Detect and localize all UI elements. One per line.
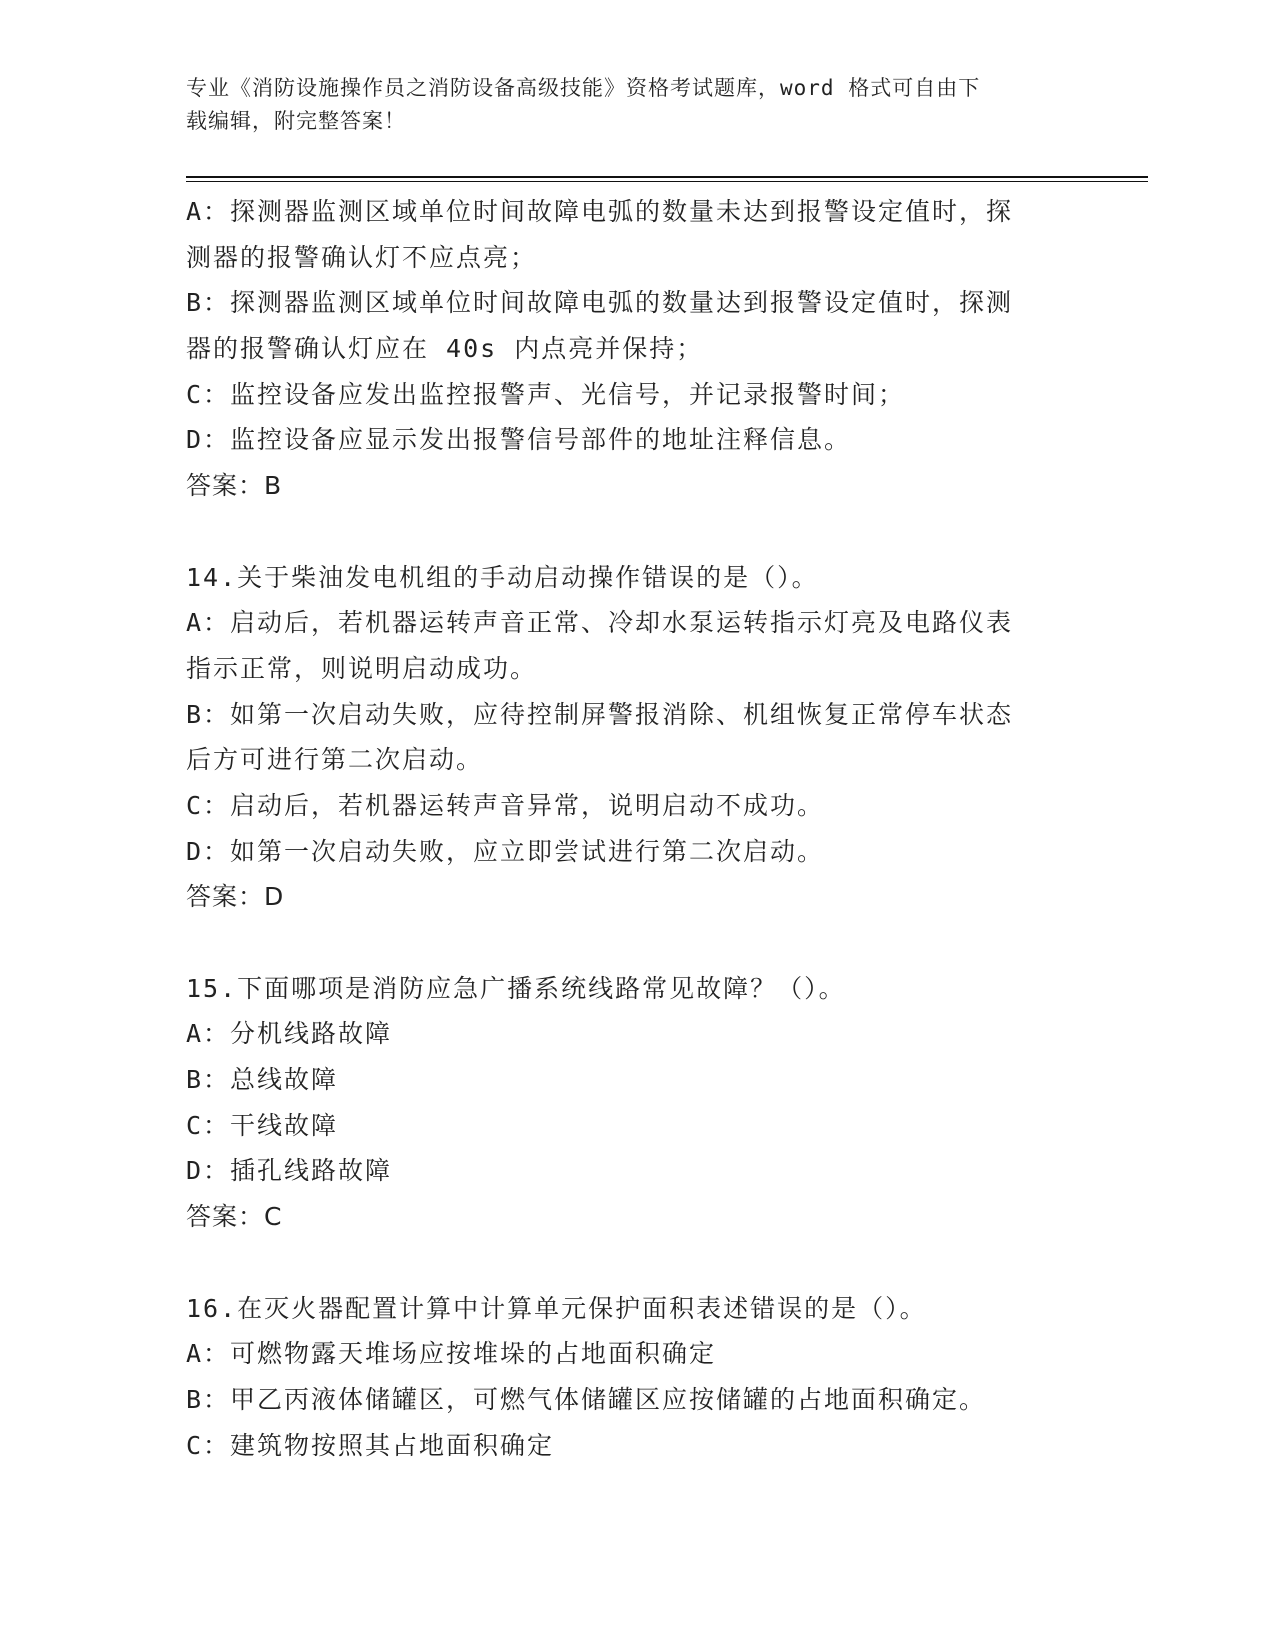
option-a-line-2: 测器的报警确认灯不应点亮； bbox=[186, 242, 538, 272]
option-a-line-1: A：启动后，若机器运转声音正常、冷却水泵运转指示灯亮及电路仪表 bbox=[186, 608, 1014, 638]
header-rule-thin bbox=[186, 181, 1148, 182]
question-16 bbox=[186, 1286, 1086, 1469]
option-b-line-2: 后方可进行第二次启动。 bbox=[186, 745, 484, 775]
option-d: D：如第一次启动失败，应立即尝试进行第二次启动。 bbox=[186, 836, 825, 866]
question-13-tail bbox=[186, 189, 1086, 509]
option-d: D：监控设备应显示发出报警信号部件的地址注释信息。 bbox=[186, 425, 852, 455]
option-c: C：监控设备应发出监控报警声、光信号，并记录报警时间； bbox=[186, 379, 906, 409]
question-14 bbox=[186, 555, 1086, 921]
header-line-1: 专业《消防设施操作员之消防设备高级技能》资格考试题库，word 格式可自由下 bbox=[186, 76, 981, 100]
answer: 答案：C bbox=[186, 1202, 283, 1232]
spacer bbox=[186, 1240, 1086, 1286]
answer: 答案：D bbox=[186, 882, 285, 912]
option-b-line-1: B：如第一次启动失败，应待控制屏警报消除、机组恢复正常停车状态 bbox=[186, 699, 1014, 729]
answer: 答案：B bbox=[186, 471, 283, 501]
header-line-2: 载编辑，附完整答案！ bbox=[186, 109, 406, 133]
option-b-line-1: B：探测器监测区域单位时间故障电弧的数量达到报警设定值时，探测 bbox=[186, 288, 1014, 318]
option-d: D：插孔线路故障 bbox=[186, 1156, 393, 1186]
option-c: C：干线故障 bbox=[186, 1110, 339, 1140]
option-c: C：建筑物按照其占地面积确定 bbox=[186, 1430, 555, 1460]
option-a-line-2: 指示正常，则说明启动成功。 bbox=[186, 653, 538, 683]
spacer bbox=[186, 509, 1086, 555]
option-a-line-1: A：探测器监测区域单位时间故障电弧的数量未达到报警设定值时，探 bbox=[186, 197, 1014, 226]
spacer bbox=[186, 920, 1086, 966]
question-15 bbox=[186, 966, 1086, 1240]
question-content bbox=[186, 189, 1086, 1468]
header-rule-thick bbox=[186, 176, 1148, 178]
document-header bbox=[186, 72, 1066, 138]
question-text: 16.在灭火器配置计算中计算单元保护面积表述错误的是（）。 bbox=[186, 1293, 927, 1323]
option-b: B：总线故障 bbox=[186, 1065, 339, 1095]
option-b: B：甲乙丙液体储罐区，可燃气体储罐区应按储罐的占地面积确定。 bbox=[186, 1384, 987, 1414]
option-c: C：启动后，若机器运转声音异常，说明启动不成功。 bbox=[186, 790, 825, 820]
option-b-line-2: 器的报警确认灯应在 40s 内点亮并保持； bbox=[186, 334, 704, 364]
option-a: A：分机线路故障 bbox=[186, 1019, 393, 1049]
question-text: 14.关于柴油发电机组的手动启动操作错误的是（）。 bbox=[186, 562, 819, 592]
option-a: A：可燃物露天堆场应按堆垛的占地面积确定 bbox=[186, 1339, 717, 1369]
question-text: 15.下面哪项是消防应急广播系统线路常见故障？（）。 bbox=[186, 973, 846, 1003]
